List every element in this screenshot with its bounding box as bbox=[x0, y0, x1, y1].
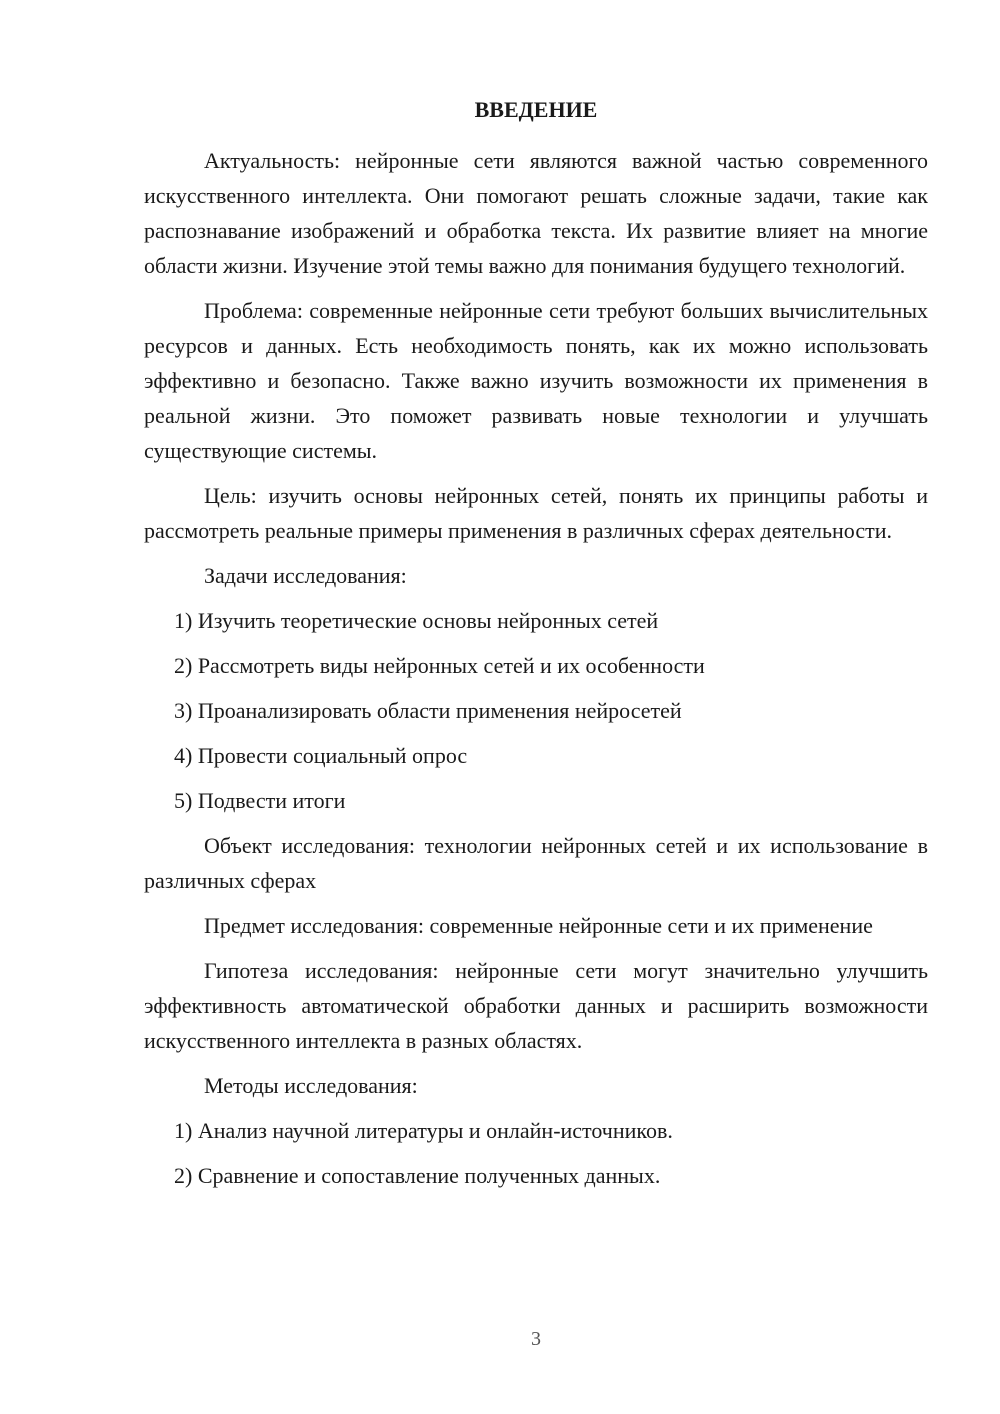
tasks-list bbox=[144, 603, 928, 818]
relevance-paragraph: Актуальность: нейронные сети являются важной частью современного искусственного интеллекта. Они помогают решать сложные задачи, такие как распознавание изображений и обработка текста. Их развитие влияет на многие области жизни. Изучение этой темы важно для понимания будущего технологий. bbox=[144, 148, 928, 278]
hypothesis-paragraph: Гипотеза исследования: нейронные сети могут значительно улучшить эффективность автоматической обработки данных и расширить возможности искусственного интеллекта в разных областях. bbox=[144, 958, 928, 1053]
list-item: 4) Провести социальный опрос bbox=[174, 743, 468, 768]
methods-list bbox=[144, 1113, 928, 1193]
problem-paragraph: Проблема: современные нейронные сети требуют больших вычислительных ресурсов и данных. Есть необходимость понять, как их можно использовать эффективно и безопасно. Также важно изучить возможности их применения в реальной жизни. Это поможет развивать новые технологии и улучшать существующие системы. bbox=[144, 298, 928, 463]
methods-heading: Методы исследования: bbox=[204, 1073, 418, 1098]
list-item: 5) Подвести итоги bbox=[174, 788, 346, 813]
list-item: 1) Анализ научной литературы и онлайн-источников. bbox=[174, 1118, 673, 1143]
list-item: 3) Проанализировать области применения нейросетей bbox=[174, 698, 682, 723]
list-item: 2) Рассмотреть виды нейронных сетей и их особенности bbox=[174, 653, 705, 678]
object-paragraph: Объект исследования: технологии нейронных сетей и их использование в различных сферах bbox=[144, 833, 928, 893]
list-item: 2) Сравнение и сопоставление полученных данных. bbox=[174, 1163, 661, 1188]
subject-paragraph: Предмет исследования: современные нейронные сети и их применение bbox=[204, 913, 873, 938]
page-number: 3 bbox=[531, 1328, 541, 1350]
list-item: 1) Изучить теоретические основы нейронных сетей bbox=[174, 608, 659, 633]
section-title: ВВЕДЕНИЕ bbox=[474, 97, 598, 122]
goal-paragraph: Цель: изучить основы нейронных сетей, понять их принципы работы и рассмотреть реальные примеры применения в различных сферах деятельности. bbox=[144, 483, 928, 543]
tasks-heading: Задачи исследования: bbox=[204, 563, 407, 588]
page-content bbox=[144, 92, 928, 1203]
